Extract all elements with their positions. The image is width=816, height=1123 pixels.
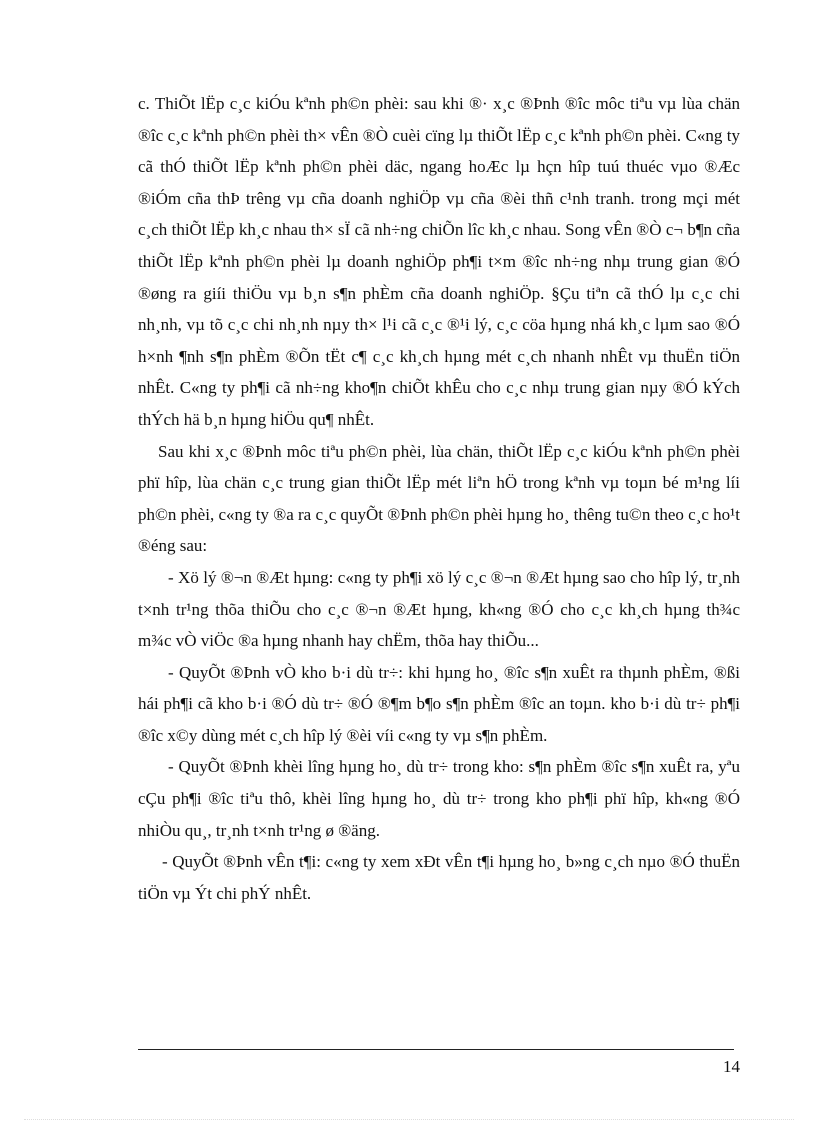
body-text: [138, 88, 740, 909]
footer-divider: [138, 1049, 734, 1050]
list-item-warehouse: - QuyÕt ®Þnh vÒ kho b·i dù tr÷: khi hµng ho¸ ®îc s¶n xuÊt ra thµnh phÈm, ®ßi hái ph¶i cã kho b·i ®Ó dù tr÷ ®Ó ®¶m b¶o s¶n phÈm ®îc an toµn. kho b·i dù tr÷ ph¶i ®îc x©y dùng mét c¸ch hîp lý ®èi víi c«ng ty vµ s¶n phÈm.: [138, 662, 740, 745]
page-bottom-border: [24, 1119, 794, 1120]
list-item-transport: - QuyÕt ®Þnh vÊn t¶i: c«ng ty xem xÐt vÊn t¶i hµng ho¸ b»ng c¸ch nµo ®Ó thuËn tiÖn vµ Ýt chi phÝ nhÊt.: [138, 852, 740, 903]
list-item-inventory: - QuyÕt ®Þnh khèi lîng hµng ho¸ dù tr÷ trong kho: s¶n phÈm ®îc s¶n xuÊt ra, yªu cÇu ph¶i ®îc tiªu thô, khèi lîng hµng ho¸ dù tr÷ trong kho ph¶i phï hîp, kh«ng ®Ó nhiÒu qu¸, tr¸nh t×nh tr¹ng ø ®äng.: [138, 757, 740, 840]
paragraph-channel-setup: c. ThiÕt lËp c¸c kiÓu kªnh ph©n phèi: sau khi ®· x¸c ®Þnh ®îc môc tiªu vµ lùa chän ®îc c¸c kªnh ph©n phèi th× vÊn ®Ò cuèi cïng lµ thiÕt lËp c¸c kªnh ph©n phèi. C«ng ty cã thÓ thiÕt lËp kªnh ph©n phèi däc, ngang hoÆc lµ hçn hîp tuú thuéc vµo ®Æc ®iÓm cña thÞ trêng vµ cña doanh nghiÖp vµ cña ®èi thñ c¹nh tranh. trong mçi mét c¸ch thiÕt lËp kh¸c nhau th× sÏ cã nh÷ng chiÕn lîc kh¸c nhau. Song vÊn ®Ò c¬ b¶n cña thiÕt lËp kªnh ph©n phèi lµ doanh nghiÖp ph¶i t×m ®îc nh÷ng nhµ trung gian ®Ó ®øng ra giíi thiÖu vµ b¸n s¶n phÈm cña doanh nghiÖp. §Çu tiªn cã thÓ lµ c¸c chi nh¸nh, vµ tõ c¸c chi nh¸nh nµy th× l¹i cã c¸c ®¹i lý, c¸c cöa hµng nhá kh¸c lµm sao ®Ó h×nh ¶nh s¶n phÈm ®Õn tËt c¶ c¸c kh¸ch hµng mét c¸ch nhanh nhÊt vµ thuËn tiÖn nhÊt. C«ng ty ph¶i cã nh÷ng kho¶n chiÕt khÊu cho c¸c nhµ trung gian nµy ®Ó kÝch thÝch hä b¸n hµng hiÖu qu¶ nhÊt.: [138, 94, 740, 429]
list-item-order-processing: - Xö lý ®¬n ®Æt hµng: c«ng ty ph¶i xö lý c¸c ®¬n ®Æt hµng sao cho hîp lý, tr¸nh t×nh tr¹ng thõa thiÕu cho c¸c ®¬n ®Æt hµng, kh«ng ®Ó cho c¸c kh¸ch hµng th¾c m¾c vÒ viÖc ®a hµng nhanh hay chËm, thõa hay thiÕu...: [138, 567, 740, 651]
paragraph-distribution-decisions: Sau khi x¸c ®Þnh môc tiªu ph©n phèi, lùa chän, thiÕt lËp c¸c kiÓu kªnh ph©n phèi phï hîp, lùa chän c¸c trung gian thiÕt lËp mét liªn hÖ trong kªnh vµ toµn bé m¹ng líi ph©n phèi, c«ng ty ®a ra c¸c quyÕt ®Þnh ph©n phèi hµng ho¸ thêng tu©n theo c¸c ho¹t ®éng sau:: [138, 441, 740, 556]
page-number: 14: [723, 1057, 740, 1076]
